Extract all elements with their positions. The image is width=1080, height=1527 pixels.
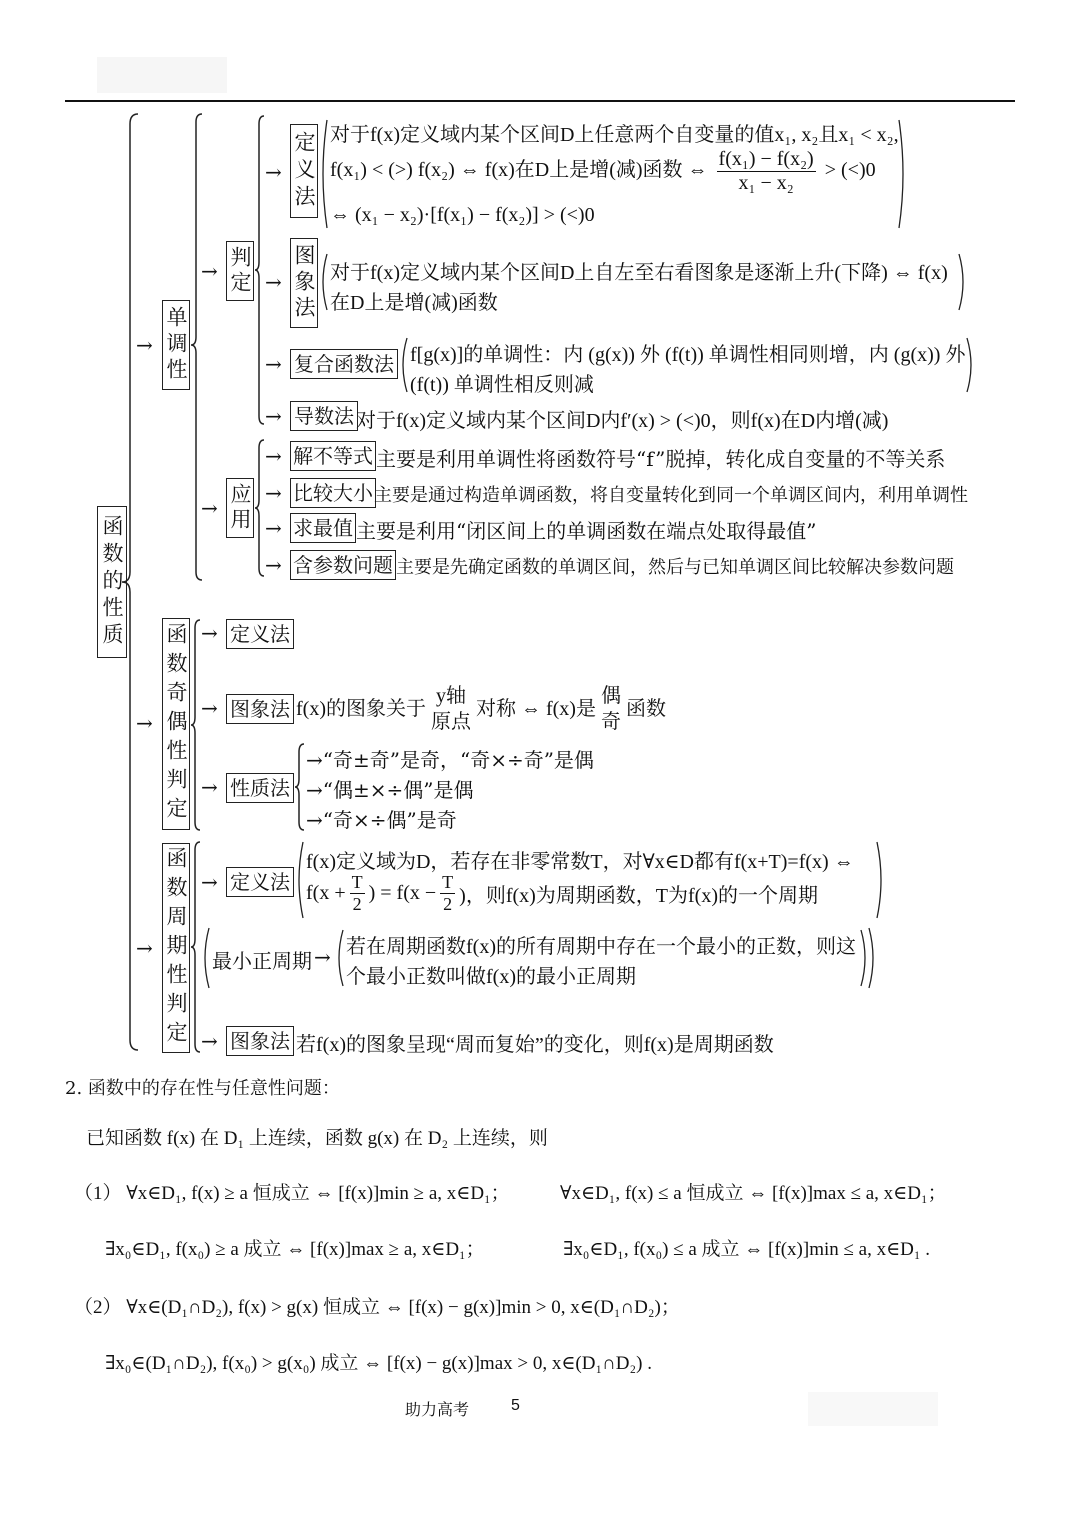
- mono-def-box: [290, 124, 318, 218]
- arrow-period-min: →: [314, 945, 331, 969]
- footer-placeholder: [808, 1392, 938, 1426]
- mono-deriv-label: 导数法: [294, 404, 354, 428]
- parity-prop-label: 性质法: [230, 776, 290, 800]
- arrow-parity-graph: →: [201, 696, 218, 720]
- parity-def-box: [226, 619, 294, 649]
- parity-graph-box: [226, 694, 294, 724]
- mono-deriv-text: 对于f(x)定义域内某个区间D内f′(x) > (<)0，则f(x)在D内增(减): [356, 410, 889, 432]
- period-min-inner-open: [334, 928, 344, 988]
- comp-open-paren: [398, 336, 408, 394]
- arrow-mono: →: [136, 333, 153, 357]
- judge-label: 判定: [228, 246, 252, 296]
- app-1-box: [290, 478, 376, 508]
- parity-prop-box: [226, 773, 294, 803]
- mono-graph-line1: 对于f(x)定义域内某个区间D上自左至右看图象是逐渐上升(下降) ⇔ f(x): [330, 262, 948, 284]
- parity-label: 函数奇偶性判定: [164, 622, 188, 826]
- section2-line2b: ∃x₀∈D₁, f(x₀) ≤ a 成立 ⇔ [f(x)]min ≤ a, x∈D₁ .: [563, 1239, 931, 1260]
- period-graph-box: [226, 1026, 294, 1056]
- period-label-box: [162, 843, 190, 1053]
- footer-page: 5: [511, 1397, 520, 1414]
- mono-graph-box: [290, 238, 318, 328]
- comp-close-paren: [966, 336, 976, 394]
- period-graph-text: 若f(x)的图象呈现“周而复始”的变化，则f(x)是周期函数: [296, 1034, 774, 1056]
- period-def-line2: [306, 872, 818, 915]
- mono-deriv-box: [290, 401, 358, 431]
- footer-text: 助力高考: [405, 1400, 470, 1419]
- period-frac-1: [350, 872, 365, 915]
- parity-def-label: 定义法: [230, 622, 290, 646]
- mono-graph-line2: 在D上是增(减)函数: [330, 292, 498, 314]
- parity-label-box: [162, 618, 190, 830]
- parity-prop-0: →“奇±奇”是奇，“奇×÷奇”是偶: [306, 748, 594, 772]
- top-label: 函数的性质: [100, 514, 124, 650]
- arrow-app-2: →: [265, 516, 282, 540]
- section2-line1b: ∀x∈D₁, f(x) ≤ a 恒成立 ⇔ [f(x)]max ≤ a, x∈D₁；: [560, 1183, 947, 1204]
- app-0-box: [290, 441, 376, 471]
- app-0-label: 解不等式: [293, 444, 373, 468]
- mono-comp-line2: (f(t)) 单调性相反则减: [410, 374, 594, 396]
- mono-def-label: 定义法: [292, 130, 316, 212]
- parity-graph-text: [296, 683, 666, 735]
- app-3-box: [290, 550, 396, 580]
- parity-graph-top: y轴: [435, 685, 466, 707]
- period-def-label: 定义法: [230, 870, 290, 894]
- period-label: 函数周期性判定: [164, 846, 188, 1050]
- arrow-period-def: →: [201, 870, 218, 894]
- parity-graph-c: 函数: [625, 698, 666, 720]
- app-1-text: 主要是通过构造单调函数，将自变量转化到同一个单调区间内，利用单调性: [374, 485, 968, 506]
- app-2-label: 求最值: [293, 516, 353, 540]
- period-min-open: [200, 926, 210, 990]
- section2-line4: ∃x₀∈(D₁∩D₂), f(x₀) > g(x₀) 成立 ⇔ [f(x) − g(x)]max > 0, x∈(D₁∩D₂) .: [105, 1353, 652, 1374]
- header-rule: [65, 100, 1015, 102]
- mono-comp-label: 复合函数法: [294, 352, 394, 376]
- period-def-open: [294, 840, 304, 920]
- apply-label: 应用: [228, 483, 252, 533]
- period-def-box: [226, 867, 294, 897]
- section2-line2a: ∃x₀∈D₁, f(x₀) ≥ a 成立 ⇔ [f(x)]max ≥ a, x∈D₁；: [105, 1239, 485, 1260]
- parity-graph-bot: 原点: [430, 711, 471, 733]
- app-1-label: 比较大小: [293, 481, 373, 505]
- mono-label-box: [162, 300, 190, 390]
- graph-close-paren: [958, 252, 968, 312]
- judge-box: [226, 241, 254, 301]
- mono-def-frac-den: x₁ − x₂: [738, 172, 794, 194]
- period-def-line1: f(x)定义域为D，若存在非零常数T，对∀x∈D都有f(x+T)=f(x) ⇔: [306, 851, 854, 873]
- app-3-text: 主要是先确定函数的单调区间，然后与已知单调区间比较解决参数问题: [396, 557, 954, 578]
- prop-brace: [294, 742, 306, 832]
- period-frac-2-num: T: [442, 872, 454, 892]
- parity-graph-stack1: [431, 683, 471, 735]
- arrow-period: →: [136, 936, 153, 960]
- period-def-close: [876, 840, 886, 920]
- app-2-box: [290, 513, 356, 543]
- parity-graph-label: 图象法: [230, 697, 290, 721]
- section2-line3: （2） ∀x∈(D₁∩D₂), f(x) > g(x) 恒成立 ⇔ [f(x) − g(x)]min > 0, x∈(D₁∩D₂)；: [74, 1297, 680, 1318]
- period-min-line2: 个最小正数叫做f(x)的最小正周期: [346, 966, 636, 988]
- parity-graph-top2: 偶: [600, 685, 621, 707]
- app-3-label: 含参数问题: [293, 553, 393, 577]
- arrow-app-1: →: [265, 481, 282, 505]
- arrow-parity-prop: →: [201, 775, 218, 799]
- arrow-judge: →: [201, 259, 218, 283]
- period-min-line1: 若在周期函数f(x)的所有周期中存在一个最小的正数，则这: [346, 936, 856, 958]
- arrow-app-0: →: [265, 444, 282, 468]
- def-close-paren: [898, 118, 908, 230]
- section2-heading: 2. 函数中的存在性与任意性问题：: [65, 1078, 340, 1099]
- mono-def-line2: [330, 148, 876, 195]
- section2-line1a: （1） ∀x∈D₁, f(x) ≥ a 恒成立 ⇔ [f(x)]min ≥ a, x∈D₁；: [74, 1183, 510, 1204]
- mono-comp-line1: f[g(x)]的单调性：内 (g(x)) 外 (f(t)) 单调性相同则增，内 (g(x)) 外: [410, 344, 966, 366]
- mono-def-fraction: [717, 148, 816, 195]
- period-frac-2-den: 2: [443, 894, 453, 914]
- period-frac-1-den: 2: [352, 894, 362, 914]
- parity-graph-stack2: [601, 683, 621, 735]
- arrow-deriv: →: [265, 404, 282, 428]
- period-min-close: [868, 926, 878, 990]
- parity-prop-1: →“偶±×÷偶”是偶: [306, 778, 474, 802]
- mono-def-line2-a: f(x₁) < (>) f(x₂) ⇔ f(x)在D上是增(减)函数 ⇔: [330, 159, 708, 182]
- arrow-period-graph: →: [201, 1029, 218, 1053]
- arrow-apply: →: [201, 496, 218, 520]
- parity-brace: [190, 618, 202, 832]
- period-def-line2-b: ) = f(x −: [368, 882, 437, 904]
- mono-label: 单调性: [164, 306, 188, 384]
- def-open-paren: [318, 118, 328, 230]
- period-frac-1-num: T: [351, 872, 363, 892]
- section2-intro: 已知函数 f(x) 在 D₁ 上连续，函数 g(x) 在 D₂ 上连续，则: [86, 1128, 548, 1149]
- period-frac-2: [440, 872, 455, 915]
- parity-graph-bot2: 奇: [600, 711, 621, 733]
- top-label-box: [97, 506, 127, 658]
- arrow-comp: →: [265, 352, 282, 376]
- header-logo-placeholder: [97, 57, 227, 93]
- arrow-def: →: [265, 160, 282, 184]
- period-def-line2-a: f(x +: [306, 882, 346, 904]
- mono-def-line2-b: > (<)0: [824, 159, 876, 182]
- graph-open-paren: [318, 252, 328, 312]
- period-min-label: 最小正周期: [212, 949, 312, 973]
- parity-prop-2: →“奇×÷偶”是奇: [306, 808, 457, 832]
- parity-graph-b: 对称 ⇔ f(x)是: [475, 698, 596, 720]
- mono-graph-label: 图象法: [292, 244, 316, 322]
- arrow-parity-def: →: [201, 621, 218, 645]
- period-def-line2-c: )，则f(x)为周期函数，T为f(x)的一个周期: [459, 885, 818, 907]
- app-0-text: 主要是利用单调性将函数符号“f”脱掉，转化成自变量的不等关系: [376, 447, 946, 471]
- arrow-parity: →: [136, 711, 153, 735]
- period-graph-label: 图象法: [230, 1029, 290, 1053]
- app-2-text: 主要是利用“闭区间上的单调函数在端点处取得最值”: [356, 519, 817, 543]
- parity-graph-a: f(x)的图象关于: [296, 698, 426, 720]
- arrow-app-3: →: [265, 553, 282, 577]
- mono-def-line3: ⇔ (x₁ − x₂)·[f(x₁) − f(x₂)] > (<)0: [330, 204, 595, 226]
- mono-comp-box: [290, 349, 398, 379]
- mono-def-line1: 对于f(x)定义域内某个区间D上任意两个自变量的值x₁, x₂且x₁ < x₂,: [330, 124, 899, 146]
- arrow-graph: →: [265, 270, 282, 294]
- mono-def-frac-num: f(x₁) − f(x₂): [718, 148, 814, 170]
- apply-box: [226, 478, 254, 538]
